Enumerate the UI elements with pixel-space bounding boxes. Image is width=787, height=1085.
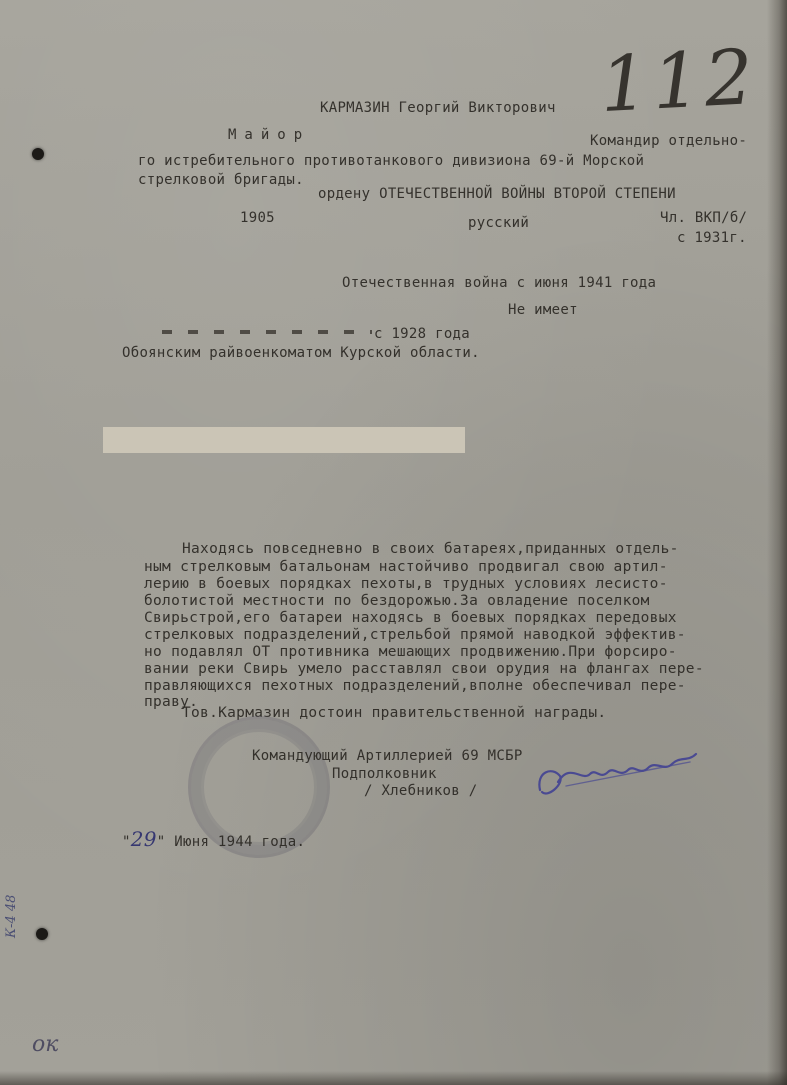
recipient-name: КАРМАЗИН Георгий Викторович: [320, 100, 556, 116]
nationality: русский: [468, 215, 530, 231]
position-line-2: го истребительного противотанкового дивизиона 69-й Морской: [138, 153, 645, 169]
punch-hole-top: [32, 148, 44, 160]
position-line-1: Командир отдельно-: [590, 133, 748, 149]
narrative-line: болотистой местности по бездорожью.За овладение поселком: [144, 593, 650, 609]
signatory-name: / Хлебников /: [364, 783, 478, 799]
signatory-rank: Подполковник: [332, 766, 437, 782]
service-since: с 1928 года: [374, 326, 471, 342]
punch-hole-bottom: [36, 928, 48, 940]
dash-fill: [162, 330, 372, 334]
date-line: [122, 827, 305, 851]
award-name: ордену ОТЕЧЕСТВЕННОЙ ВОЙНЫ ВТОРОЙ СТЕПЕНИ: [318, 186, 676, 202]
narrative-line: правляющихся пехотных подразделений,вполне обеспечивал пере-: [144, 678, 686, 694]
page-bottom-shadow: [0, 1071, 787, 1085]
narrative-line: ным стрелковым батальонам настойчиво продвигал свою артил-: [144, 559, 668, 575]
narrative-line: Находясь повседневно в своих батареях,приданных отдель-: [182, 541, 679, 557]
date-quote-open: ": [122, 834, 131, 850]
signatory-title: Командующий Артиллерией 69 МСБР: [252, 748, 523, 764]
party-membership: Чл. ВКП/б/: [660, 210, 748, 226]
wounds: Не имеет: [508, 302, 578, 318]
birth-year: 1905: [240, 210, 275, 226]
narrative-line: праву.: [144, 694, 199, 710]
narrative-line: лерию в боевых порядках пехоты,в трудных условиях лесисто-: [144, 576, 668, 592]
narrative-line: стрелковых подразделений,стрельбой прямой наводкой эффектив-: [144, 627, 686, 643]
recipient-rank: Майор: [228, 127, 311, 143]
narrative-line: Свирьстрой,его батареи находясь в боевых порядках передовых: [144, 610, 677, 626]
drafted-by: Обоянским райвоенкоматом Курской области.: [122, 345, 480, 361]
date-day: 29: [130, 827, 157, 851]
narrative-line: вании реки Свирь умело расставлял свои орудия на флангах пере-: [144, 661, 704, 677]
position-line-3: стрелковой бригады.: [138, 172, 304, 188]
handwritten-signature: [530, 742, 710, 812]
war-participation: Отечественная война с июня 1941 года: [342, 275, 657, 291]
margin-note: К-4 48: [4, 894, 19, 938]
conclusion-line: Тов.Кармазин достоин правительственной награды.: [182, 705, 607, 721]
page-edge-shadow: [767, 0, 787, 1085]
party-since: с 1931г.: [677, 230, 747, 246]
redacted-bar: [103, 427, 465, 453]
narrative-line: но подавлял ОТ противника мешающих продвижению.При форсиро-: [144, 644, 677, 660]
handwritten-number: 112: [597, 31, 760, 130]
date-rest: " Июня 1944 года.: [156, 834, 306, 850]
corner-mark: ок: [32, 1032, 59, 1057]
